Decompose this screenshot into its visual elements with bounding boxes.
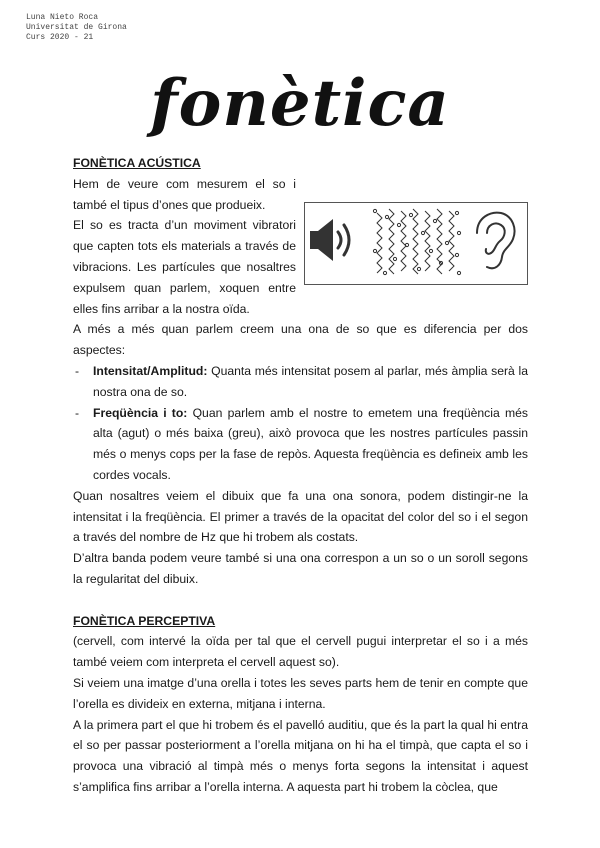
list-bullet: - bbox=[75, 363, 80, 378]
paragraph-perceptive-1: (cervell, com intervé la oïda per tal que el cervell pugui interpretar el so i a més també veiem com interpreta el cervell aquest so). bbox=[73, 634, 528, 670]
sound-particles-icon bbox=[373, 209, 460, 275]
sound-illustration-graphic bbox=[305, 203, 527, 284]
ear-icon bbox=[477, 212, 515, 268]
term-intensity: Intensitat/Amplitud: bbox=[93, 363, 208, 378]
list-item-intensity bbox=[73, 361, 528, 403]
paragraph-perceptive-2: Si veiem una imatge d’una orella i totes les seves parts hem de tenir en compte que l’orella es divideix en externa, mitjana i interna. bbox=[73, 675, 528, 711]
section-heading-perceptive: FONÈTICA PERCEPTIVA bbox=[73, 613, 216, 628]
paragraph-acoustic-4: Quan nosaltres veiem el dibuix que fa una ona sonora, podem distingir-ne la intensitat i la freqüència. El primer a través de la opacitat del color del so i el segon a través del nombre de Hz que hi trobem als costats. bbox=[73, 488, 528, 545]
definition-intensity: Quanta més intensitat posem al parlar, més àmplia serà la nostra ona de so. bbox=[93, 363, 528, 399]
course-year: Curs 2020 - 21 bbox=[26, 33, 94, 42]
page-title: fonètica bbox=[150, 66, 450, 141]
definition-frequency: Quan parlem amb el nostre to emetem una freqüència més alta (agut) o més baixa (greu), això provoca que les nostres partícules passin més o menys cops per la fase de repòs. Aquesta freqüència es defineix amb les cordes vocals. bbox=[93, 405, 528, 482]
document-header bbox=[26, 13, 127, 43]
aspects-list bbox=[73, 361, 528, 486]
paragraph-acoustic-1: Hem de veure com mesurem el so i també el tipus d’ones que produeix. bbox=[73, 176, 296, 212]
paragraph-acoustic-5: D’altra banda podem veure també si una ona correspon a un so o un soroll segons la regularitat del dibuix. bbox=[73, 551, 528, 586]
paragraph-acoustic-2: El so es tracta d’un moviment vibratori que capten tots els materials a través de vibracions. Les partícules que nosaltres expulsem quan parlem, xoquen entre elles fins arribar a la nostra oïda. bbox=[73, 218, 296, 316]
document-body bbox=[73, 153, 528, 798]
list-item-frequency bbox=[73, 403, 528, 486]
author-name: Luna Nieto Roca bbox=[26, 13, 99, 22]
sound-illustration bbox=[304, 202, 528, 285]
university-name: Universitat de Girona bbox=[26, 23, 127, 32]
term-frequency: Freqüència i to: bbox=[93, 405, 188, 420]
paragraph-perceptive-3: A la primera part el que hi trobem és el pavelló auditiu, que és la part la qual hi entra el so per passar posteriorment a l’orella mitjana on hi ha el timpà, que capta el so i provoca una vibració al timpà més o menys forta segons la intensitat i aquest s’amplifica fins arribar a l’orella interna. A aquesta part hi trobem la còclea, que bbox=[73, 717, 528, 794]
speaker-icon bbox=[310, 219, 349, 261]
list-bullet: - bbox=[75, 405, 80, 420]
paragraph-acoustic-3: A més a més quan parlem creem una ona de so que es diferencia per dos aspectes: bbox=[73, 322, 528, 358]
section-heading-acoustic: FONÈTICA ACÚSTICA bbox=[73, 156, 201, 170]
